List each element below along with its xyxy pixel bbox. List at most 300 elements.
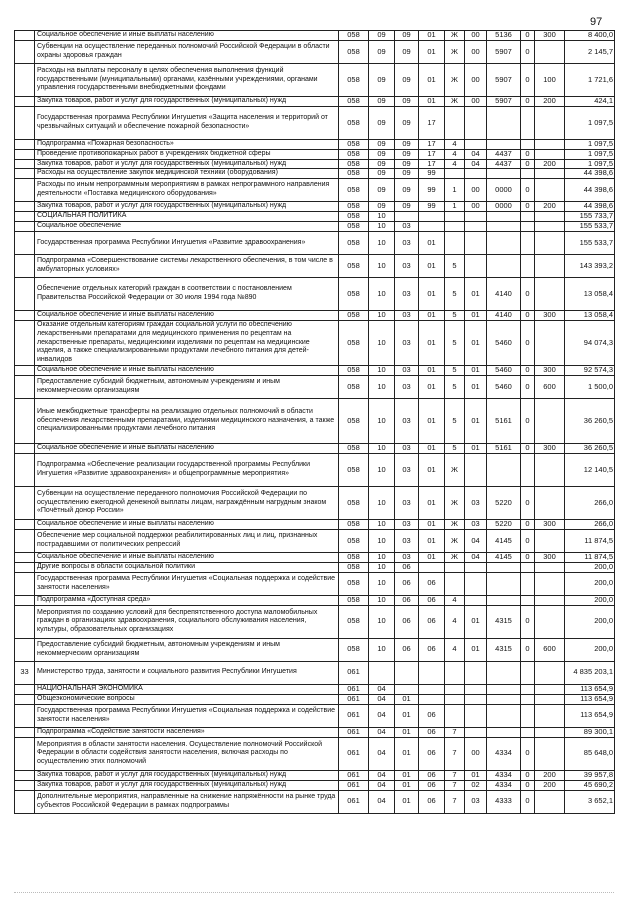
row-number — [15, 159, 35, 169]
code-c9 — [535, 661, 565, 684]
row-number — [15, 572, 35, 595]
code-c8 — [521, 254, 535, 277]
code-c7 — [487, 572, 521, 595]
code-c8: 0 — [521, 159, 535, 169]
code-c1: 058 — [339, 453, 369, 486]
row-number — [15, 519, 35, 529]
code-c2: 10 — [369, 605, 395, 638]
code-c8 — [521, 231, 535, 254]
code-c8: 0 — [521, 529, 535, 552]
code-c2: 10 — [369, 365, 395, 375]
code-c5: Ж — [445, 519, 465, 529]
code-c3: 01 — [395, 780, 419, 790]
code-c8: 0 — [521, 149, 535, 159]
item-name: Социальное обеспечение и иные выплаты населению — [35, 519, 339, 529]
code-c2: 10 — [369, 221, 395, 231]
code-c2: 10 — [369, 375, 395, 398]
code-c3: 09 — [395, 31, 419, 41]
code-c7 — [487, 221, 521, 231]
code-c2: 04 — [369, 727, 395, 737]
code-c1: 058 — [339, 519, 369, 529]
amount-cell: 2 145,7 — [565, 41, 615, 64]
code-c8: 0 — [521, 41, 535, 64]
row-number — [15, 231, 35, 254]
code-c6 — [465, 231, 487, 254]
amount-cell: 113 654,9 — [565, 684, 615, 694]
code-c1: 058 — [339, 140, 369, 150]
amount-cell: 89 300,1 — [565, 727, 615, 737]
code-c7: 4140 — [487, 277, 521, 310]
code-c3: 03 — [395, 519, 419, 529]
code-c9: 300 — [535, 443, 565, 453]
code-c6: 04 — [465, 159, 487, 169]
table-row — [15, 562, 615, 572]
code-c4: 99 — [419, 202, 445, 212]
code-c1: 058 — [339, 202, 369, 212]
code-c6 — [465, 107, 487, 140]
code-c2: 09 — [369, 149, 395, 159]
table-row — [15, 727, 615, 737]
code-c2: 10 — [369, 231, 395, 254]
code-c3: 03 — [395, 398, 419, 443]
code-c9: 200 — [535, 159, 565, 169]
code-c7: 5907 — [487, 97, 521, 107]
code-c3: 09 — [395, 41, 419, 64]
amount-cell: 92 574,3 — [565, 365, 615, 375]
code-c6: 01 — [465, 375, 487, 398]
code-c6 — [465, 221, 487, 231]
code-c8 — [521, 221, 535, 231]
code-c4: 01 — [419, 519, 445, 529]
amount-cell: 200,0 — [565, 572, 615, 595]
item-name: Подпрограмма «Доступная среда» — [35, 595, 339, 605]
item-name: Подпрограмма «Совершенствование системы лекарственного обеспечения, в том числе в амбулаторных условиях» — [35, 254, 339, 277]
code-c4: 01 — [419, 365, 445, 375]
code-c5 — [445, 684, 465, 694]
code-c8: 0 — [521, 320, 535, 365]
item-name: Субвенции на осуществление переданного полномочия Российской Федерации по осуществлению ежегодной денежной выплаты лицам, награждённым нагрудным знаком «Почётный донор России» — [35, 486, 339, 519]
code-c3: 03 — [395, 486, 419, 519]
code-c9: 300 — [535, 552, 565, 562]
code-c9 — [535, 41, 565, 64]
item-name: Расходы по иным непрограммным мероприятиям в рамках непрограммного направления деятельности «Поставка медицинского оборудования» — [35, 179, 339, 202]
item-name: Подпрограмма «Пожарная безопасность» — [35, 140, 339, 150]
amount-cell: 1 097,5 — [565, 159, 615, 169]
item-name: Другие вопросы в области социальной политики — [35, 562, 339, 572]
row-number — [15, 277, 35, 310]
code-c6: 01 — [465, 605, 487, 638]
code-c2: 10 — [369, 529, 395, 552]
table-row — [15, 179, 615, 202]
code-c5: Ж — [445, 552, 465, 562]
code-c6 — [465, 595, 487, 605]
code-c8: 0 — [521, 790, 535, 813]
item-name: Министерство труда, занятости и социального развития Республики Ингушетия — [35, 661, 339, 684]
code-c6: 01 — [465, 310, 487, 320]
row-number — [15, 770, 35, 780]
code-c1: 058 — [339, 365, 369, 375]
code-c4: 01 — [419, 310, 445, 320]
item-name: Субвенции на осуществление переданных полномочий Российской Федерации в области охраны здоровья граждан — [35, 41, 339, 64]
code-c7: 5161 — [487, 443, 521, 453]
code-c2: 09 — [369, 159, 395, 169]
code-c1: 061 — [339, 780, 369, 790]
code-c9: 600 — [535, 375, 565, 398]
row-number — [15, 179, 35, 202]
row-number — [15, 365, 35, 375]
table-row — [15, 552, 615, 562]
code-c6: 00 — [465, 31, 487, 41]
code-c9 — [535, 277, 565, 310]
code-c8 — [521, 595, 535, 605]
code-c5: Ж — [445, 64, 465, 97]
code-c7: 4334 — [487, 770, 521, 780]
code-c8 — [521, 661, 535, 684]
code-c6: 03 — [465, 486, 487, 519]
code-c8 — [521, 572, 535, 595]
code-c4 — [419, 221, 445, 231]
item-name: Социальное обеспечение и иные выплаты населению — [35, 31, 339, 41]
item-name: Социальное обеспечение — [35, 221, 339, 231]
code-c7: 4145 — [487, 552, 521, 562]
amount-cell: 3 652,1 — [565, 790, 615, 813]
code-c7: 4145 — [487, 529, 521, 552]
code-c3: 01 — [395, 704, 419, 727]
code-c3: 01 — [395, 694, 419, 704]
code-c2: 10 — [369, 572, 395, 595]
code-c5 — [445, 169, 465, 179]
table-row — [15, 398, 615, 443]
code-c5: 4 — [445, 595, 465, 605]
code-c8 — [521, 453, 535, 486]
code-c4 — [419, 661, 445, 684]
code-c6: 00 — [465, 202, 487, 212]
code-c8 — [521, 107, 535, 140]
amount-cell: 113 654,9 — [565, 694, 615, 704]
code-c6 — [465, 572, 487, 595]
table-row — [15, 202, 615, 212]
code-c6: 01 — [465, 365, 487, 375]
code-c7 — [487, 169, 521, 179]
row-number — [15, 41, 35, 64]
code-c9 — [535, 107, 565, 140]
code-c3: 09 — [395, 159, 419, 169]
page-number: 97 — [590, 16, 603, 28]
code-c7: 5907 — [487, 64, 521, 97]
code-c3: 09 — [395, 179, 419, 202]
amount-cell: 85 648,0 — [565, 737, 615, 770]
code-c4: 06 — [419, 605, 445, 638]
code-c8: 0 — [521, 486, 535, 519]
code-c3: 03 — [395, 221, 419, 231]
budget-table — [14, 30, 615, 814]
code-c9 — [535, 684, 565, 694]
code-c1: 058 — [339, 64, 369, 97]
code-c7: 5220 — [487, 486, 521, 519]
table-row — [15, 780, 615, 790]
item-name: Закупка товаров, работ и услуг для государственных (муниципальных) нужд — [35, 770, 339, 780]
code-c2: 10 — [369, 562, 395, 572]
amount-cell: 8 400,0 — [565, 31, 615, 41]
code-c1: 061 — [339, 661, 369, 684]
code-c9 — [535, 562, 565, 572]
row-number — [15, 790, 35, 813]
code-c8 — [521, 704, 535, 727]
code-c1: 058 — [339, 31, 369, 41]
amount-cell: 36 260,5 — [565, 443, 615, 453]
code-c6: 02 — [465, 780, 487, 790]
code-c4: 17 — [419, 140, 445, 150]
code-c4: 99 — [419, 179, 445, 202]
code-c5: 7 — [445, 790, 465, 813]
code-c3: 06 — [395, 572, 419, 595]
code-c3: 03 — [395, 254, 419, 277]
code-c7 — [487, 140, 521, 150]
amount-cell: 1 721,6 — [565, 64, 615, 97]
row-number — [15, 727, 35, 737]
code-c2: 09 — [369, 97, 395, 107]
code-c3 — [395, 684, 419, 694]
row-number — [15, 694, 35, 704]
code-c6: 00 — [465, 179, 487, 202]
code-c8: 0 — [521, 780, 535, 790]
code-c5 — [445, 694, 465, 704]
code-c9: 200 — [535, 770, 565, 780]
row-number — [15, 140, 35, 150]
amount-cell: 4 835 203,1 — [565, 661, 615, 684]
item-name: СОЦИАЛЬНАЯ ПОЛИТИКА — [35, 211, 339, 221]
code-c8: 0 — [521, 310, 535, 320]
table-row — [15, 365, 615, 375]
code-c5: 4 — [445, 638, 465, 661]
code-c8: 0 — [521, 737, 535, 770]
code-c3: 06 — [395, 638, 419, 661]
code-c9 — [535, 453, 565, 486]
amount-cell: 44 398,6 — [565, 202, 615, 212]
code-c8: 0 — [521, 365, 535, 375]
item-name: Государственная программа Республики Ингушетия «Социальная поддержка и содействие занятости населения» — [35, 704, 339, 727]
code-c8 — [521, 684, 535, 694]
item-name: Предоставление субсидий бюджетным, автономным учреждениям и иным некоммерческим организациям — [35, 638, 339, 661]
amount-cell: 266,0 — [565, 486, 615, 519]
amount-cell: 155 533,7 — [565, 221, 615, 231]
code-c7: 4334 — [487, 780, 521, 790]
code-c2: 10 — [369, 398, 395, 443]
table-row — [15, 770, 615, 780]
item-name: Социальное обеспечение и иные выплаты населению — [35, 443, 339, 453]
code-c7: 4334 — [487, 737, 521, 770]
item-name: Предоставление субсидий бюджетным, автономным учреждениям и иным некоммерческим организациям — [35, 375, 339, 398]
code-c3: 09 — [395, 107, 419, 140]
code-c5: Ж — [445, 486, 465, 519]
code-c7 — [487, 704, 521, 727]
code-c5: 4 — [445, 159, 465, 169]
code-c3: 03 — [395, 375, 419, 398]
code-c1: 058 — [339, 562, 369, 572]
code-c1: 058 — [339, 277, 369, 310]
code-c4: 01 — [419, 97, 445, 107]
row-number — [15, 443, 35, 453]
code-c1: 058 — [339, 443, 369, 453]
code-c4: 17 — [419, 107, 445, 140]
table-row — [15, 169, 615, 179]
row-number — [15, 638, 35, 661]
amount-cell: 266,0 — [565, 519, 615, 529]
table-row — [15, 375, 615, 398]
code-c3: 06 — [395, 595, 419, 605]
code-c9: 200 — [535, 202, 565, 212]
code-c4: 01 — [419, 552, 445, 562]
table-row — [15, 443, 615, 453]
code-c2: 09 — [369, 169, 395, 179]
code-c2: 10 — [369, 254, 395, 277]
row-number — [15, 221, 35, 231]
code-c4: 17 — [419, 149, 445, 159]
item-name: НАЦИОНАЛЬНАЯ ЭКОНОМИКА — [35, 684, 339, 694]
table-row — [15, 519, 615, 529]
code-c3: 09 — [395, 97, 419, 107]
row-number — [15, 375, 35, 398]
amount-cell: 200,0 — [565, 605, 615, 638]
code-c8 — [521, 694, 535, 704]
row-number — [15, 320, 35, 365]
code-c3: 01 — [395, 737, 419, 770]
code-c5 — [445, 661, 465, 684]
code-c2: 04 — [369, 770, 395, 780]
code-c2: 09 — [369, 64, 395, 97]
item-name: Государственная программа Республики Ингушетия «Развитие здравоохранения» — [35, 231, 339, 254]
code-c7 — [487, 694, 521, 704]
code-c8 — [521, 562, 535, 572]
amount-cell: 200,0 — [565, 562, 615, 572]
row-number — [15, 31, 35, 41]
code-c6: 00 — [465, 41, 487, 64]
table-row — [15, 595, 615, 605]
code-c6: 04 — [465, 552, 487, 562]
code-c2: 10 — [369, 277, 395, 310]
code-c3: 01 — [395, 770, 419, 780]
table-row — [15, 605, 615, 638]
code-c2: 04 — [369, 780, 395, 790]
row-number — [15, 453, 35, 486]
code-c2: 10 — [369, 453, 395, 486]
table-row — [15, 254, 615, 277]
code-c1: 061 — [339, 727, 369, 737]
code-c6 — [465, 169, 487, 179]
code-c5: 4 — [445, 140, 465, 150]
code-c4: 01 — [419, 398, 445, 443]
code-c5: 5 — [445, 277, 465, 310]
code-c8: 0 — [521, 179, 535, 202]
item-name: Расходы на выплаты персоналу в целях обеспечения выполнения функций государственными (муниципальными) органами, казёнными учреждениями, органами управления государственными внебюджетными фондами — [35, 64, 339, 97]
amount-cell: 11 874,5 — [565, 529, 615, 552]
code-c6 — [465, 684, 487, 694]
code-c5: Ж — [445, 41, 465, 64]
row-number — [15, 704, 35, 727]
code-c2: 09 — [369, 31, 395, 41]
code-c4: 01 — [419, 64, 445, 97]
code-c4: 06 — [419, 595, 445, 605]
code-c5 — [445, 221, 465, 231]
code-c9: 200 — [535, 97, 565, 107]
code-c3: 09 — [395, 64, 419, 97]
code-c6: 04 — [465, 529, 487, 552]
code-c9 — [535, 398, 565, 443]
code-c2: 09 — [369, 202, 395, 212]
row-number — [15, 605, 35, 638]
table-row — [15, 704, 615, 727]
code-c1: 061 — [339, 684, 369, 694]
code-c6: 03 — [465, 519, 487, 529]
code-c3: 03 — [395, 310, 419, 320]
code-c1: 058 — [339, 375, 369, 398]
code-c9 — [535, 211, 565, 221]
item-name: Социальное обеспечение и иные выплаты населению — [35, 365, 339, 375]
code-c4: 01 — [419, 375, 445, 398]
code-c5 — [445, 231, 465, 254]
table-row — [15, 529, 615, 552]
code-c5: 1 — [445, 202, 465, 212]
item-name: Закупка товаров, работ и услуг для государственных (муниципальных) нужд — [35, 159, 339, 169]
table-row — [15, 211, 615, 221]
code-c8: 0 — [521, 202, 535, 212]
item-name: Подпрограмма «Обеспечение реализации государственной программы Республики Ингушетия «Развитие здравоохранения» и общепрограммные мероприятия» — [35, 453, 339, 486]
table-row — [15, 149, 615, 159]
code-c5 — [445, 562, 465, 572]
row-number — [15, 737, 35, 770]
code-c5: 4 — [445, 149, 465, 159]
code-c4: 01 — [419, 277, 445, 310]
code-c5: Ж — [445, 453, 465, 486]
code-c3: 01 — [395, 790, 419, 813]
code-c1: 058 — [339, 552, 369, 562]
code-c4: 01 — [419, 231, 445, 254]
table-row — [15, 320, 615, 365]
code-c2: 10 — [369, 211, 395, 221]
code-c7: 4315 — [487, 605, 521, 638]
code-c9 — [535, 149, 565, 159]
amount-cell: 155 733,7 — [565, 211, 615, 221]
code-c2: 09 — [369, 140, 395, 150]
table-row — [15, 140, 615, 150]
code-c9 — [535, 737, 565, 770]
code-c1: 061 — [339, 770, 369, 780]
code-c7 — [487, 231, 521, 254]
code-c8: 0 — [521, 519, 535, 529]
code-c6: 01 — [465, 398, 487, 443]
code-c1: 058 — [339, 310, 369, 320]
amount-cell: 1 500,0 — [565, 375, 615, 398]
code-c7 — [487, 453, 521, 486]
code-c9 — [535, 140, 565, 150]
code-c2: 10 — [369, 310, 395, 320]
code-c5 — [445, 211, 465, 221]
code-c7: 4140 — [487, 310, 521, 320]
code-c4: 06 — [419, 727, 445, 737]
row-number — [15, 211, 35, 221]
code-c9 — [535, 704, 565, 727]
code-c9 — [535, 790, 565, 813]
code-c9 — [535, 486, 565, 519]
amount-cell: 200,0 — [565, 638, 615, 661]
row-number — [15, 486, 35, 519]
table-row — [15, 737, 615, 770]
code-c2: 04 — [369, 737, 395, 770]
table-row — [15, 41, 615, 64]
code-c1: 061 — [339, 704, 369, 727]
code-c1: 058 — [339, 320, 369, 365]
code-c4 — [419, 562, 445, 572]
